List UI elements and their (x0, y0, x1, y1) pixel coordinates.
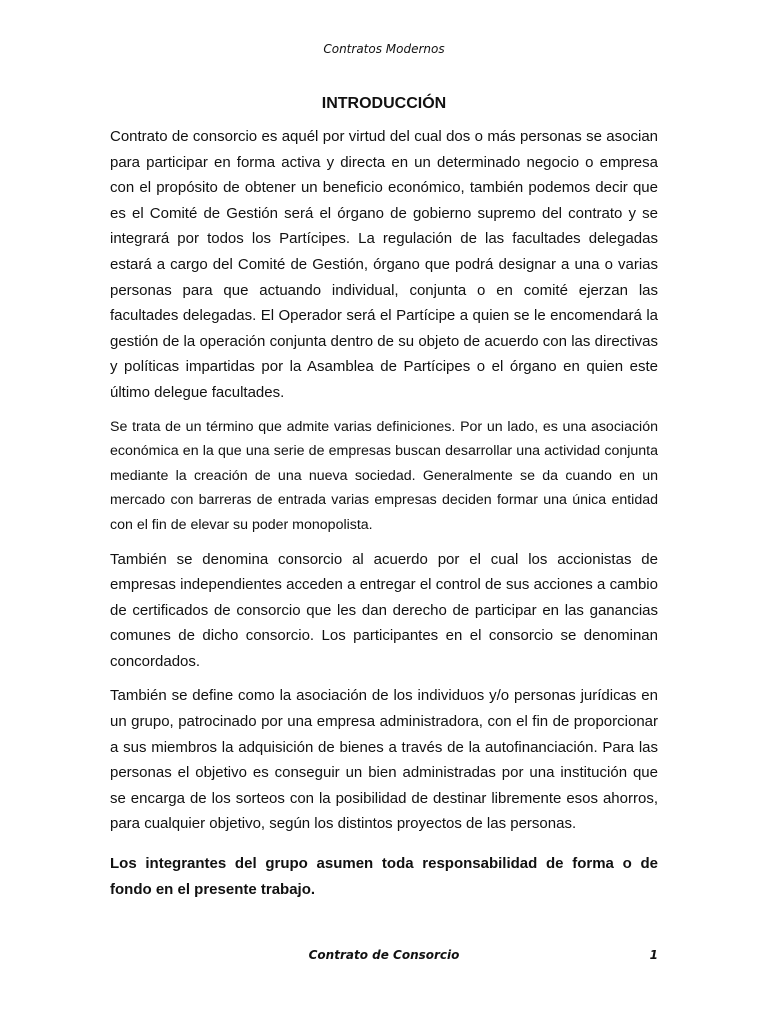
closing-statement: Los integrantes del grupo asumen toda responsabilidad de forma o de fondo en el presente trabajo. (110, 855, 658, 898)
footer-label: Contrato de Consorcio (308, 948, 460, 962)
paragraph-4: También se define como la asociación de los individuos y/o personas jurídicas en un grupo, patrocinado por una empresa administradora, con el fin de proporcionar a sus miembros la adquisición de bienes a través de la autofinanciación. Para las personas el objetivo es conseguir un bien administradas por una institución que se encarga de los sorteos con la posibilidad de destinar libremente esos ahorros, para cualquier objetivo, según los distintos proyectos de las personas. (110, 687, 658, 833)
page-footer (110, 948, 658, 964)
paragraph-1: Contrato de consorcio es aquél por virtud del cual dos o más personas se asocian para participar en forma activa y directa en un determinado negocio o empresa con el propósito de obtener un beneficio económico, también podemos decir que es el Comité de Gestión será el órgano de gobierno supremo del contrato y se integrará por todos los Partícipes. La regulación de las facultades delegadas estará a cargo del Comité de Gestión, órgano que podrá designar a una o varias personas para que actuando individual, conjunta o en comité ejerzan las facultades delegadas. El Operador será el Partícipe a quien se le encomendará la gestión de la operación conjunta dentro de su objeto de acuerdo con las directivas y políticas impartidas por la Asamblea de Partícipes o el órgano en quien este último delegue facultades. (110, 128, 658, 401)
body-text (110, 124, 658, 911)
running-header: Contratos Modernos (323, 42, 445, 56)
paragraph-2: Se trata de un término que admite varias definiciones. Por un lado, es una asociación económica en la que una serie de empresas buscan desarrollar una actividad conjunta mediante la creación de una nueva sociedad. Generalmente se da cuando en un mercado con barreras de entrada varias empresas deciden formar una única entidad con el fin de elevar su poder monopolista. (110, 418, 658, 533)
paragraph-3: También se denomina consorcio al acuerdo por el cual los accionistas de empresas independientes acceden a entregar el control de sus acciones a cambio de certificados de consorcio que les dan derecho de participar en las ganancias comunes de dicho consorcio. Los participantes en el consorcio se denominan concordados. (110, 550, 658, 670)
page-number: 1 (649, 948, 658, 962)
section-title: INTRODUCCIÓN (321, 95, 447, 112)
